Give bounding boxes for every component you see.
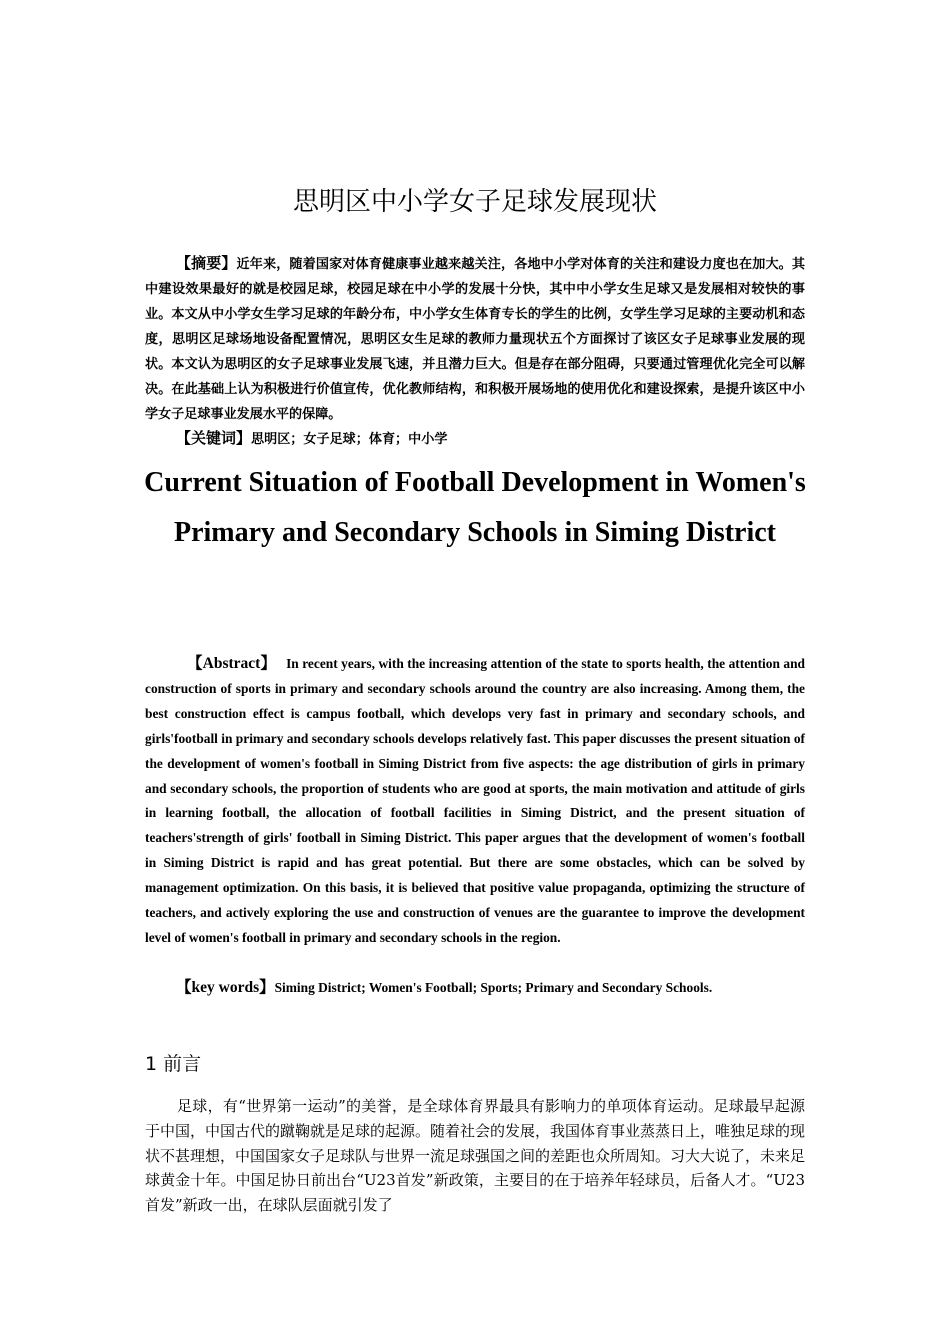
english-title: Current Situation of Football Development in Women's Primary and Secondary Schools in Siming District <box>144 467 806 548</box>
chinese-abstract-label: 【摘要】 <box>176 254 237 272</box>
chinese-keywords-text: 思明区；女子足球；体育；中小学 <box>251 432 448 447</box>
section-heading: 1 前言 <box>145 1053 202 1075</box>
chinese-title: 思明区中小学女子足球发展现状 <box>292 187 657 217</box>
english-keywords-label: 【key words】 <box>176 979 275 996</box>
chinese-keywords-label: 【关键词】 <box>176 429 252 447</box>
english-keywords <box>145 976 805 1000</box>
chinese-abstract-text: 近年来，随着国家对体育健康事业越来越关注，各地中小学对体育的关注和建设力度也在加大。其中建设效果最好的就是校园足球，校园足球在中小学的发展十分快，其中中小学女生足球又是发展相对较快的事业。本文从中小学女生学习足球的年龄分布，中小学女生体育专长的学生的比例，女学生学习足球的主要动机和态度，思明区足球场地设备配置情况，思明区女生足球的教师力量现状五个方面探讨了该区女子足球事业发展的现状。本文认为思明区的女子足球事业发展飞速，并且潜力巨大。但是存在部分阻碍，只要通过管理优化完全可以解决。在此基础上认为积极进行价值宣传，优化教师结构，和积极开展场地的使用优化和建设探索，是提升该区中小学女子足球事业发展水平的保障。 <box>145 257 805 422</box>
english-abstract-text: In recent years, with the increasing attention of the state to sports health, the attention and construction of sports in primary and secondary schools around the country are also increasing. Among them, the best construction effect is campus football, which develops very fast in primary and secondary schools, and girls'football in primary and secondary schools develops relatively fast. This paper discusses the present situation of the development of women's football in Siming District from five aspects: the age distribution of girls in primary and secondary schools, the proportion of students who are good at sports, the main motivation and attitude of girls in learning football, the allocation of football facilities in Siming District, and the present situation of teachers'strength of girls' football in Siming District. This paper argues that the development of women's football in Siming District is rapid and has great potential. But there are some obstacles, which can be solved by management optimization. On this basis, it is believed that positive value propaganda, optimizing the structure of teachers, and actively exploring the use and construction of venues are the guarantee to improve the development level of women's football in primary and secondary schools in the region. <box>145 656 805 945</box>
body-paragraph: 足球，有“世界第一运动”的美誉，是全球体育界最具有影响力的单项体育运动。足球最早起源于中国，中国古代的蹴鞠就是足球的起源。随着社会的发展，我国体育事业蒸蒸日上，唯独足球的现状不甚理想，中国国家女子足球队与世界一流足球强国之间的差距也众所周知。习大大说了，未来足球黄金十年。中国足协日前出台“U23首发”新政策，主要目的在于培养年轻球员，后备人才。“U23首发”新政一出，在球队层面就引发了 <box>145 1097 806 1215</box>
english-abstract <box>145 652 805 951</box>
english-abstract-label: 【Abstract】 <box>187 655 277 672</box>
english-keywords-text: Siming District; Women's Football; Sports; Primary and Secondary Schools. <box>274 980 713 995</box>
chinese-keywords <box>145 426 805 452</box>
chinese-abstract <box>145 251 805 427</box>
